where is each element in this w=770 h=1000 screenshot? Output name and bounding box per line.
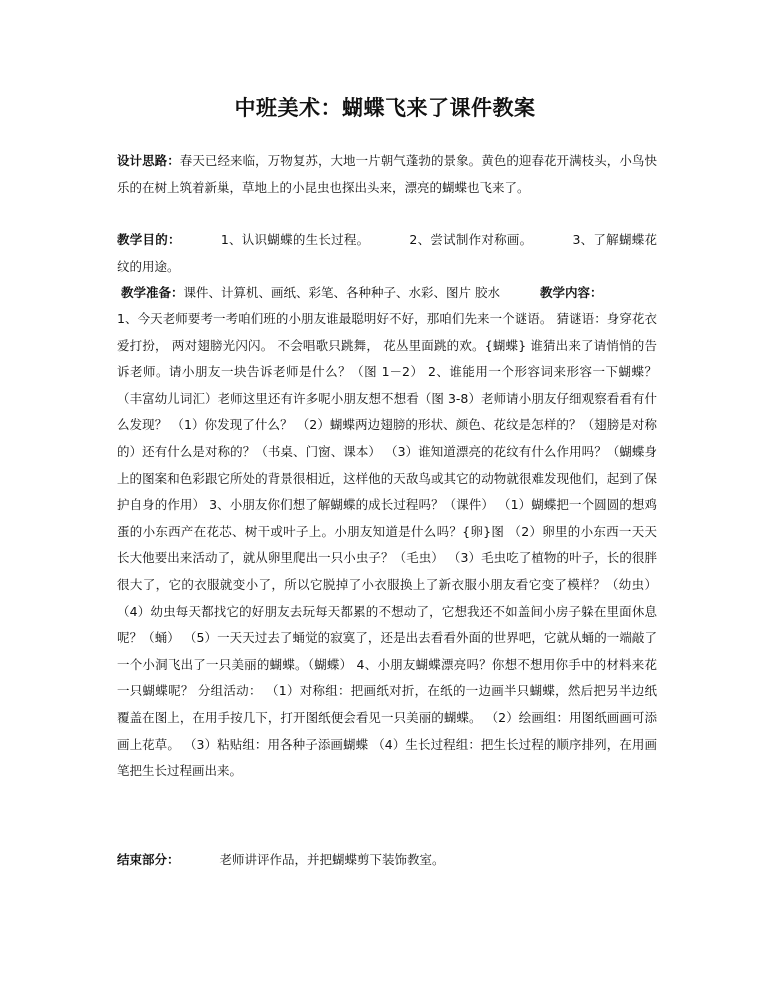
design-label: 设计思路： [117, 153, 180, 168]
prep-text: 课件、计算机、画纸、彩笔、各种种子、水彩、图片 胶水 [183, 285, 500, 300]
goal-item-3: 3、了解蝴蝶花纹的用途。 [117, 232, 657, 274]
prep-label: 教学准备： [120, 285, 184, 300]
ending-text: 老师讲评作品，并把蝴蝶剪下装饰教室。 [219, 852, 445, 867]
content-label: 教学内容： [539, 285, 603, 300]
design-text: 春天已经来临，万物复苏，大地一片朝气蓬勃的景象。黄色的迎春花开满枝头，小鸟快乐的在树上筑着新巢，草地上的小昆虫也探出头来，漂亮的蝴蝶也飞来了。 [117, 153, 657, 195]
page-title: 中班美术：蝴蝶飞来了课件教案 [234, 96, 536, 120]
content-section [117, 306, 657, 785]
design-section [117, 148, 657, 201]
goals-label: 教学目的： [117, 232, 181, 247]
goal-item-1: 1、认识蝴蝶的生长过程。 [220, 232, 370, 247]
ending-section [117, 847, 657, 874]
goal-item-2: 2、尝试制作对称画。 [409, 232, 533, 247]
goals-section [117, 227, 657, 280]
content-text: 1、今天老师要考一考咱们班的小朋友谁最聪明好不好，那咱们先来一个谜语。 猜谜语：身穿花衣爱打扮， 两对翅膀光闪闪。 不会唱歌只跳舞， 花丛里面跳的欢。{蝴蝶} 谁猜出来了请悄悄的告诉老师。请小朋友一块告诉老师是什么？（图 1－2） 2、谁能用一个形容词来形容一下蝴蝶？（丰富幼儿词汇）老师这里还有许多呢小朋友想不想看（图 3-8）老师请小朋友仔细观察看看有什么发现？ （1）你发现了什么？ （2）蝴蝶两边翅膀的形状、颜色、花纹是怎样的？（翅膀是对称的）还有什么是对称的？（书桌、门窗、课本） （3）谁知道漂亮的花纹有什么作用吗？（蝴蝶身上的图案和色彩跟它所处的背景很相近，这样他的天敌鸟或其它的动物就很难发现他们，起到了保护自身的作用） 3、小朋友你们想了解蝴蝶的成长过程吗？（课件） （1）蝴蝶把一个圆圆的想鸡蛋的小东西产在花芯、树干或叶子上。小朋友知道是什么吗？{卵}图 （2）卵里的小东西一天天长大他要出来活动了，就从卵里爬出一只小虫子？（毛虫） （3）毛虫吃了植物的叶子，长的很胖很大了，它的衣服就变小了，所以它脱掉了小衣服换上了新衣服小朋友看它变了模样？（幼虫） （4）幼虫每天都找它的好朋友去玩每天都累的不想动了，它想我还不如盖间小房子躲在里面休息呢？（蛹） （5）一天天过去了蛹觉的寂寞了，还是出去看看外面的世界吧，它就从蛹的一端敲了一个小洞飞出了一只美丽的蝴蝶。（蝴蝶） 4、小朋友蝴蝶漂亮吗？你想不想用你手中的材料来花一只蝴蝶呢？ 分组活动： （1）对称组：把画纸对折，在纸的一边画半只蝴蝶，然后把另半边纸覆盖在图上，在用手按几下，打开图纸便会看见一只美丽的蝴蝶。 （2）绘画组：用图纸画画可添画上花草。 （3）粘贴组：用各种子添画蝴蝶 （4）生长过程组：把生长过程的顺序排列，在用画笔把生长过程画出来。 [117, 311, 657, 779]
prep-section [117, 280, 657, 307]
ending-label: 结束部分： [117, 852, 180, 867]
